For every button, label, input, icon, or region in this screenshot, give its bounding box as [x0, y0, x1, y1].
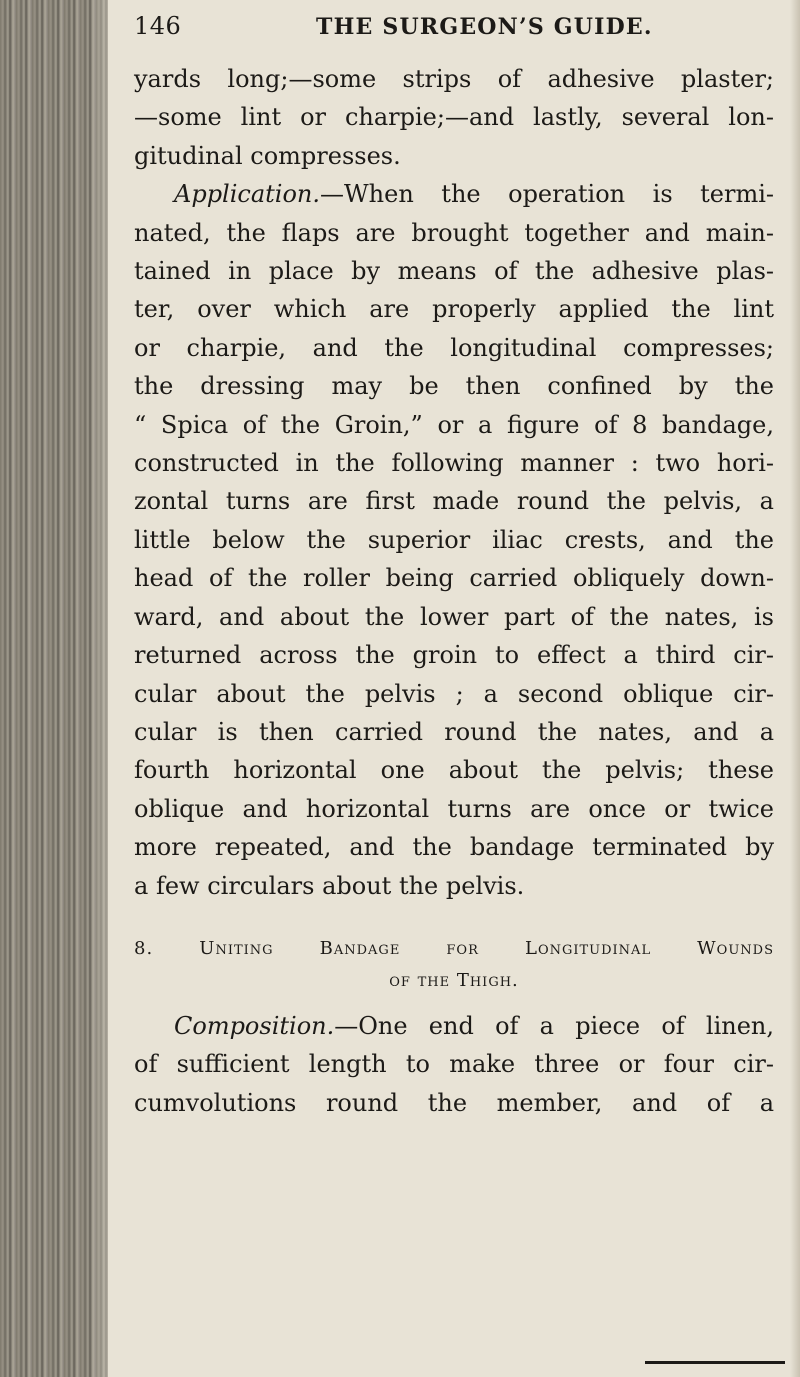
text-line: yards long;—some strips of adhesive plaster; [134, 65, 774, 93]
composition-line-rest: —One end of a piece of linen, [334, 1011, 774, 1040]
composition-text [134, 1007, 774, 1122]
text-line: cular about the pelvis ; a second oblique cir- [134, 679, 774, 708]
text-line: more repeated, and the bandage terminated by [134, 833, 774, 862]
text-line: “ Spica of the Groin,” or a figure of 8 bandage, [134, 410, 774, 439]
page-number: 146 [134, 12, 182, 40]
text-line: —some lint or charpie;—and lastly, several lon- [134, 103, 774, 132]
page-edge [790, 0, 800, 1377]
text-line: or charpie, and the longitudinal compresses; [134, 333, 774, 362]
running-head [134, 0, 774, 50]
text-line: tained in place by means of the adhesive plas- [134, 257, 774, 286]
text-line: nated, the flaps are brought together and main- [134, 218, 774, 247]
text-line: the dressing may be then confined by the [134, 372, 774, 401]
book-page [134, 0, 774, 1122]
text-line: zontal turns are first made round the pelvis, a [134, 487, 774, 516]
text-line: ter, over which are properly applied the lint [134, 295, 774, 324]
composition-paragraph-start [134, 1007, 774, 1045]
text-line: little below the superior iliac crests, and the [134, 525, 774, 554]
running-title: THE SURGEON’S GUIDE. [316, 14, 653, 40]
text-line: ward, and about the lower part of the nates, is [134, 602, 774, 631]
text-line: returned across the groin to effect a third cir- [134, 641, 774, 670]
text-line: cular is then carried round the nates, and a [134, 717, 774, 746]
text-line: head of the roller being carried obliquely down- [134, 564, 774, 593]
composition-label: Composition. [174, 1011, 335, 1040]
text-line: constructed in the following manner : two hori- [134, 449, 774, 478]
section-heading-line: 8. Uniting Bandage for Longitudinal Wounds [134, 937, 774, 959]
text-line: oblique and horizontal turns are once or twice [134, 794, 774, 823]
text-line: fourth horizontal one about the pelvis; these [134, 756, 774, 785]
text-line: of sufficient length to make three or four cir- [134, 1050, 774, 1079]
body-text [134, 60, 774, 905]
application-line-rest: —When the operation is termi- [320, 180, 774, 209]
gutter-fade [90, 0, 130, 1377]
section-heading [134, 933, 774, 997]
text-line: a few circulars about the pelvis. [134, 871, 525, 900]
bottom-rule [645, 1361, 785, 1364]
section-heading-line: of the Thigh. [389, 969, 519, 991]
text-line: gitudinal compresses. [134, 141, 401, 170]
application-label: Application. [174, 180, 321, 209]
application-paragraph-start [134, 175, 774, 213]
text-line: cumvolutions round the member, and of a [134, 1088, 774, 1117]
